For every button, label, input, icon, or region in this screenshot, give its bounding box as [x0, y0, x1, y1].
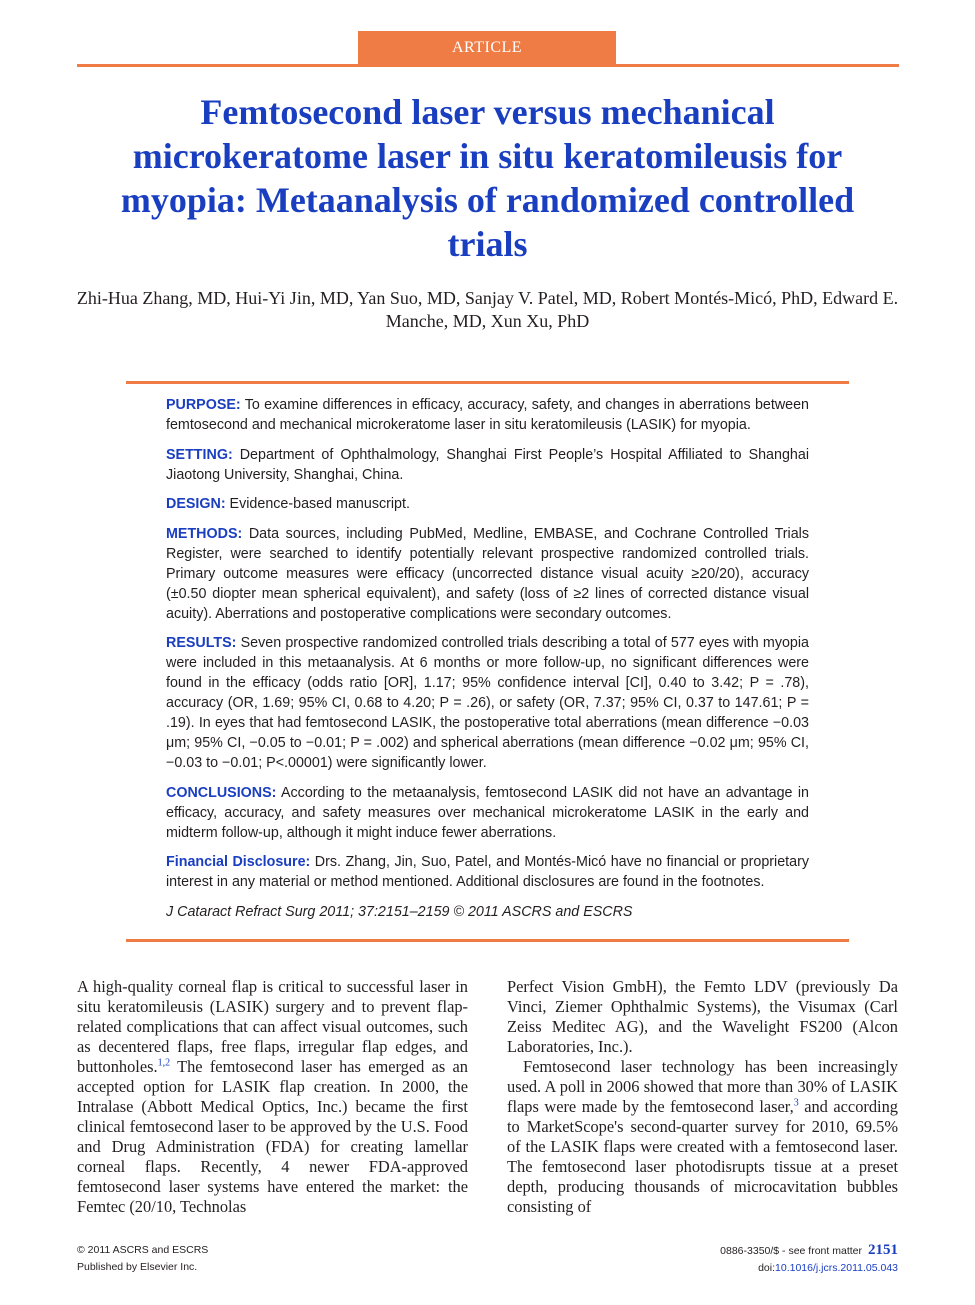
footer-issn: 0886-3350/$ - see front matter	[720, 1245, 862, 1257]
methods-text: Data sources, including PubMed, Medline, EMBASE, and Cochrane Controlled Trials Register, were searched to identify potentially relevant prospective randomized controlled trials. Primary outcome measures were efficacy (uncorrected distance visual acuity ≥20/20), accuracy (±0.50 diopter mean spherical equivalent), and safety (loss of ≥2 lines of corrected distance visual acuity). Aberrations and postoperative complications were secondary outcomes.	[166, 525, 809, 622]
journal-citation: J Cataract Refract Surg 2011; 37:2151–2159 © 2011 ASCRS and ESCRS	[166, 903, 633, 920]
abstract-bottom-divider	[126, 939, 849, 942]
header-divider	[77, 64, 899, 67]
purpose-text: To examine differences in efficacy, accuracy, safety, and changes in aberrations between femtosecond and mechanical microkeratome laser in situ keratomileusis (LASIK) for myopia.	[166, 397, 809, 433]
setting-label: SETTING:	[166, 446, 233, 463]
design-text: Evidence-based manuscript.	[225, 496, 410, 512]
abstract-purpose	[166, 395, 809, 435]
body-paragraph: Perfect Vision GmbH), the Femto LDV (previously Da Vinci, Ziemer Ophthalmic Systems), the Visumax (Carl Zeiss Meditec AG), and the Wavelight FS200 (Alcon Laboratories, Inc.).	[507, 977, 898, 1056]
page-number: 2151	[868, 1242, 898, 1258]
body-text: A high-quality corneal flap is critical to successful laser in situ keratomileusis (LASIK) surgery and to prevent flap-related complications that can affect visual outcomes, such as decentered flaps, free flaps, irregular flap edges, and buttonholes.	[77, 977, 468, 1076]
footer-left	[77, 1242, 208, 1276]
abstract-conclusions	[166, 783, 809, 843]
reference-link[interactable]: 3	[793, 1097, 799, 1109]
design-label: DESIGN:	[166, 496, 226, 512]
body-text: Femtosecond laser technology has been increasingly used. A poll in 2006 showed that more than 30% of LASIK flaps were made by the femtosecond laser,	[507, 1057, 898, 1116]
abstract-block	[166, 395, 809, 931]
results-text: Seven prospective randomized controlled trials describing a total of 577 eyes with myopia were included in this metaanalysis. At 6 months or more follow-up, no significant differences were found in the efficacy (odds ratio [OR], 1.17; 95% confidence interval [CI], 0.40 to 3.42; P = .78), accuracy (OR, 1.69; 95% CI, 0.68 to 4.20; P = .26), or safety (OR, 7.37; 95% CI, 0.37 to 147.61; P = .19). In eyes that had femtosecond LASIK, the postoperative total aberrations (mean difference −0.03 μm; 95% CI, −0.05 to −0.01; P = .002) and spherical aberrations (mean difference −0.02 μm; 95% CI, −0.03 to −0.01; P<.00001) were significantly lower.	[166, 635, 809, 771]
footer-copyright: © 2011 ASCRS and ESCRS	[77, 1244, 209, 1256]
doi-link[interactable]: 10.1016/j.jcrs.2011.05.043	[775, 1262, 898, 1274]
reference-link[interactable]: 1,2	[157, 1057, 171, 1069]
author-list: Zhi-Hua Zhang, MD, Hui-Yi Jin, MD, Yan Suo, MD, Sanjay V. Patel, MD, Robert Montés-Micó, PhD, Edward E. Manche, MD, Xun Xu, PhD	[76, 288, 899, 331]
abstract-results	[166, 633, 809, 773]
body-column-right	[507, 977, 898, 1217]
abstract-top-divider	[126, 381, 849, 384]
body-column-left	[77, 977, 468, 1217]
abstract-setting	[166, 445, 809, 485]
methods-label: METHODS:	[166, 525, 243, 542]
setting-text: Department of Ophthalmology, Shanghai First People’s Hospital Affiliated to Shanghai Jiaotong University, Shanghai, China.	[166, 446, 809, 483]
article-type-label: ARTICLE	[451, 39, 523, 56]
body-text: and according to MarketScope's second-quarter survey for 2010, 69.5% of the LASIK flaps were created with a femtosecond laser. The femtosecond laser photodisrupts tissue at a preset depth, producing thousands of microcavitation bubbles consisting of	[507, 1097, 898, 1216]
abstract-design	[166, 494, 809, 514]
footer-publisher: Published by Elsevier Inc.	[77, 1261, 198, 1273]
paper-title: Femtosecond laser versus mechanical microkeratome laser in situ keratomileusis for myopia: Metaanalysis of randomized controlled trials	[120, 92, 855, 264]
footer-right	[720, 1242, 898, 1277]
financial-label: Financial Disclosure:	[166, 854, 311, 870]
results-label: RESULTS:	[166, 635, 237, 651]
article-type-tab	[358, 31, 616, 65]
body-paragraph	[507, 1057, 898, 1217]
abstract-financial	[166, 852, 809, 892]
financial-text: Drs. Zhang, Jin, Suo, Patel, and Montés-Micó have no financial or proprietary interest in any material or method mentioned. Additional disclosures are found in the footnotes.	[166, 854, 809, 890]
body-paragraph	[77, 977, 468, 1217]
body-text: The femtosecond laser has emerged as an accepted option for LASIK flap creation. In 2000, the Intralase (Abbott Medical Optics, Inc.) became the first clinical femtosecond laser to be approved by the U.S. Food and Drug Administration (FDA) for creating lamellar corneal flaps. Recently, 4 newer FDA-approved femtosecond laser systems have entered the market: the Femtec (20/10, Technolas	[77, 1057, 468, 1216]
abstract-methods	[166, 524, 809, 624]
purpose-label: PURPOSE:	[166, 397, 241, 413]
conclusions-label: CONCLUSIONS:	[166, 784, 277, 801]
doi-prefix: doi:	[758, 1262, 776, 1274]
conclusions-text: According to the metaanalysis, femtosecond LASIK did not have an advantage in efficacy, accuracy, and safety measures over mechanical microkeratome LASIK in the early and midterm follow-up, although it might induce fewer aberrations.	[166, 784, 809, 841]
